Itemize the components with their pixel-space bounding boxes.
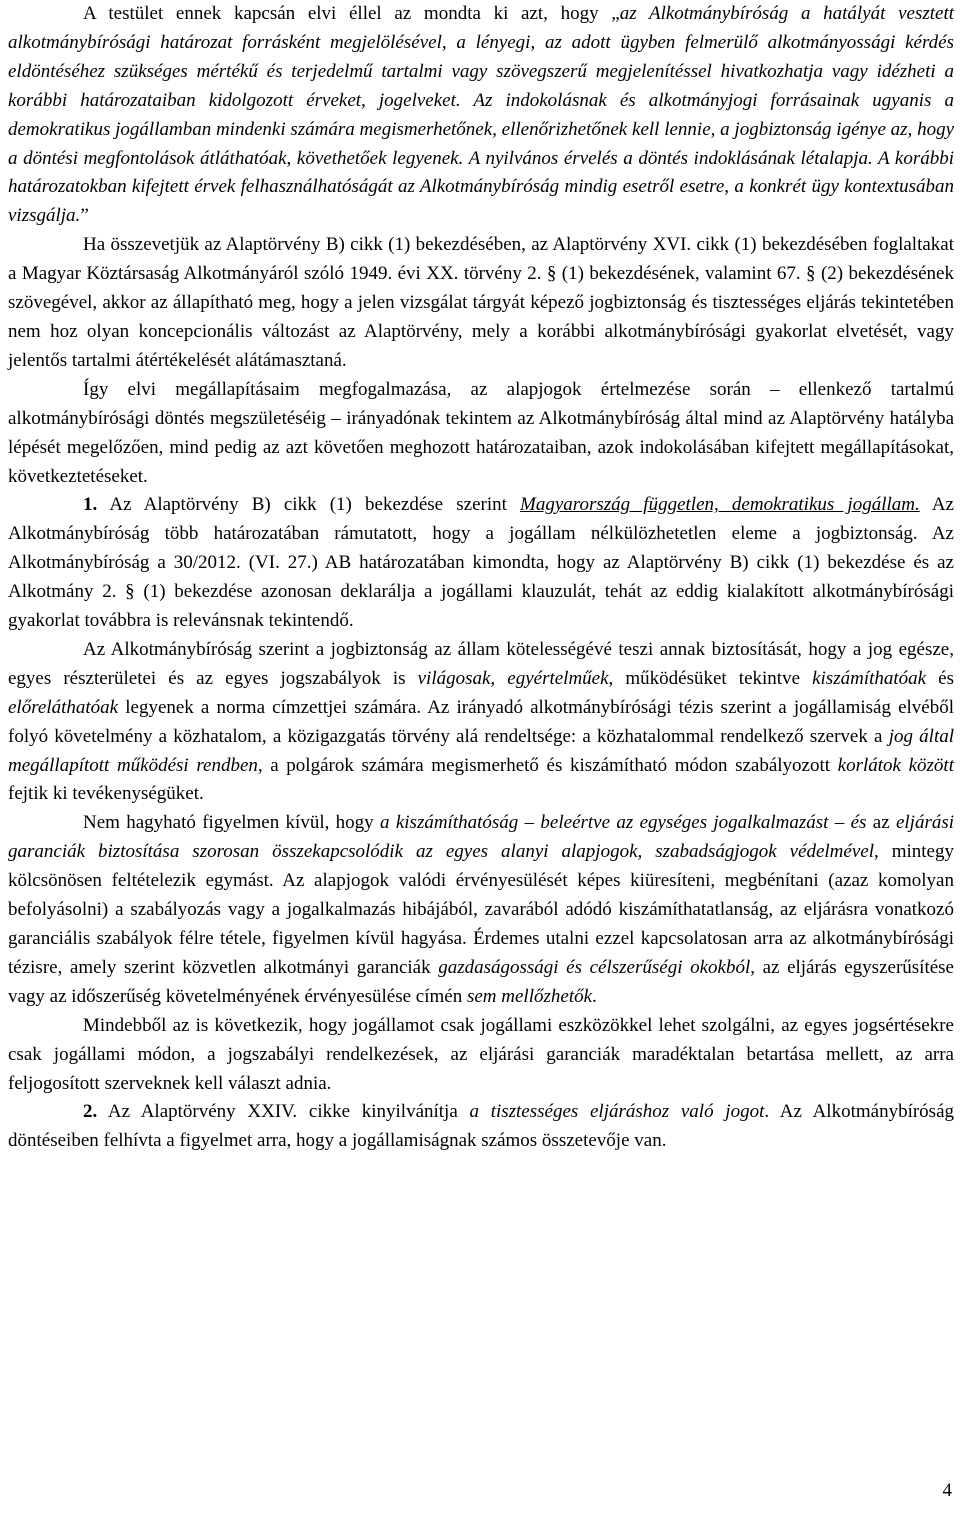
p6-seg-1: a kiszámíthatóság – beleértve az egységes jogalkalmazást – és	[380, 812, 867, 834]
p6-seg-7: sem mellőzhetők	[466, 985, 593, 1007]
p1-seg-0: A testület ennek kapcsán elvi éllel az mondta ki azt, hogy „	[83, 3, 620, 24]
p6-seg-5: gazdaságossági és célszerűségi okokból	[438, 956, 751, 978]
p6-seg-3: eljárási garanciák biztosítása szorosan összekapcsolódik az egyes alanyi alapjogok, szabadságjogok védelmével	[8, 812, 955, 863]
p1-seg-1: az Alkotmánybíróság a hatályát vesztett alkotmánybírósági határozat forrásként megjelölésével, a lényegi, az adott ügyben felmerülő alkotmányossági kérdés eldöntéséhez szükséges mértékű és terjedelmű tartalmi vagy szövegszerű megjelenítéssel hivatkozhatja vagy idézheti a korábbi határozataiban kidolgozott érveket, jogelveket. Az indokolásnak és alkotmányjogi forrásainak ugyanis a demokratikus jogállamban mindenki számára megismerhetőnek, ellenőrizhetőnek kell lennie, a jogbiztonság igénye az, hogy a döntési megfontolások átláthatóak, követhetőek legyenek. A nyilvános érvelés a döntés indoklásának létalapja. A korábbi határozatokban kifejtett érvek felhasználhatóságát az Alkotmánybíróság mindig esetről esetre, a konkrét ügy kontextusában vizsgálja.	[8, 3, 955, 227]
p5-seg-6: legyenek a norma címzettjei számára. Az irányadó alkotmánybírósági tézis szerint a jogállamiság elvéből folyó követelmény a közhatalom, a közigazgatás törvény alá rendeltsége: a közhatalommal rendelkező szervek a	[8, 696, 954, 747]
paragraph-6	[8, 809, 954, 1011]
p6-seg-2: az	[866, 812, 896, 834]
p5-seg-10: fejtik ki tevékenységüket.	[8, 783, 204, 805]
p8-seg-2: a tisztességes eljáráshoz való jogot	[469, 1101, 765, 1123]
paragraph-7	[8, 1012, 954, 1099]
p6-seg-0: Nem hagyható figyelmen kívül, hogy	[83, 812, 381, 834]
p5-seg-7: jog által megállapított működési rendben	[8, 725, 954, 776]
p5-seg-8: , a polgárok számára megismerhető és kiszámítható módon szabályozott	[257, 754, 838, 776]
p4-seg-1: Az Alaptörvény B) cikk (1) bekezdése szerint	[97, 494, 521, 516]
p4-seg-3: Az Alkotmánybíróság több határozatában rámutatott, hogy a jogállam nélkülözhetetlen eleme a jogbiztonság. Az Alkotmánybíróság a 30/2012. (VI. 27.) AB határozatában kimondta, hogy az Alaptörvény B) cikk (1) bekezdése és az Alkotmány 2. § (1) bekezdése azonosan deklarálja a jogállami klauzulát, tehát az eddig kialakított alkotmánybírósági gyakorlat továbbra is relevánsnak tekintendő.	[8, 494, 954, 632]
p8-seg-1: Az Alaptörvény XXIV. cikke kinyilvánítja	[97, 1101, 470, 1123]
p4-seg-2: Magyarország független, demokratikus jogállam.	[520, 494, 920, 516]
p6-seg-4: , mintegy kölcsönösen feltételezik egymást. Az alapjogok valódi érvényesülését képes kiüresíteni, megbénítani (azaz komolyan befolyásolni) a szabályozás vagy a jogalkalmazás hibájából, zavarából adódó kiszámíthatatlanság, az eljárásra vonatkozó garanciális szabályok félre tétele, figyelmen kívül hagyása. Érdemes utalni ezzel kapcsolatosan arra az alkotmánybírósági tézisre, amely szerint közvetlen alkotmányi garanciák	[8, 841, 954, 978]
p1-seg-2: ”	[80, 205, 89, 227]
p5-seg-9: korlátok között	[837, 754, 954, 776]
p5-seg-1: világosak, egyértelműek	[417, 667, 609, 689]
paragraph-8	[8, 1098, 954, 1156]
document-page	[8, 0, 954, 1156]
p6-seg-8: .	[592, 985, 597, 1007]
p2-seg-0: Ha összevetjük az Alaptörvény B) cikk (1) bekezdésében, az Alaptörvény XVI. cikk (1) bekezdésében foglaltakat a Magyar Köztársaság Alkotmányáról szóló 1949. évi XX. törvény 2. § (1) bekezdésének, valamint 67. § (2) bekezdésének szövegével, akkor az állapítható meg, hogy a jelen vizsgálat tárgyát képező jogbiztonság és tisztességes eljárás tekintetében nem hoz olyan koncepcionális változást az Alaptörvény, mely a korábbi alkotmánybírósági gyakorlat elvetését, vagy jelentős tartalmi átértékelését alátámasztaná.	[8, 234, 954, 371]
paragraph-4	[8, 491, 954, 636]
p5-seg-0: Az Alkotmánybíróság szerint a jogbiztonság az állam kötelességévé teszi annak biztosítását, hogy a jog egésze, egyes részterületei és az egyes jogszabályok is	[8, 638, 954, 689]
p8-seg-0: 2.	[83, 1101, 98, 1123]
paragraph-3	[8, 376, 954, 492]
paragraph-2	[8, 231, 954, 376]
p8-seg-3: . Az Alkotmánybíróság döntéseiben felhívta a figyelmet arra, hogy a jogállamiságnak számos összetevője van.	[8, 1101, 954, 1152]
p5-seg-4: és	[926, 667, 955, 689]
p5-seg-2: , működésüket tekintve	[608, 667, 813, 689]
p3-seg-0: Így elvi megállapításaim megfogalmazása, az alapjogok értelmezése során – ellenkező tartalmú alkotmánybírósági döntés megszületéséig – irányadónak tekintem az Alkotmánybíróság által mind az Alaptörvény hatályba lépését megelőzően, mind pedig az azt követően meghozott határozataiban, azok indokolásában kifejtett megállapításokat, következtetéseket.	[8, 378, 954, 487]
p7-seg-0: Mindebből az is következik, hogy jogállamot csak jogállami eszközökkel lehet szolgálni, az egyes jogsértésekre csak jogállami módon, a jogszabályi rendelkezések, az eljárási garanciák maradéktalan betartása mellett, az arra feljogosított szerveknek kell választ adnia.	[8, 1014, 954, 1094]
p6-seg-6: , az eljárás egyszerűsítése vagy az időszerűség követelményének érvényesülése címén	[8, 956, 954, 1007]
p4-seg-0: 1.	[83, 494, 98, 516]
paragraph-5	[8, 636, 954, 809]
paragraph-1	[8, 0, 954, 231]
p5-seg-5: előreláthatóak	[8, 696, 119, 718]
p5-seg-3: kiszámíthatóak	[812, 667, 927, 689]
page-number: 4	[942, 1480, 952, 1501]
